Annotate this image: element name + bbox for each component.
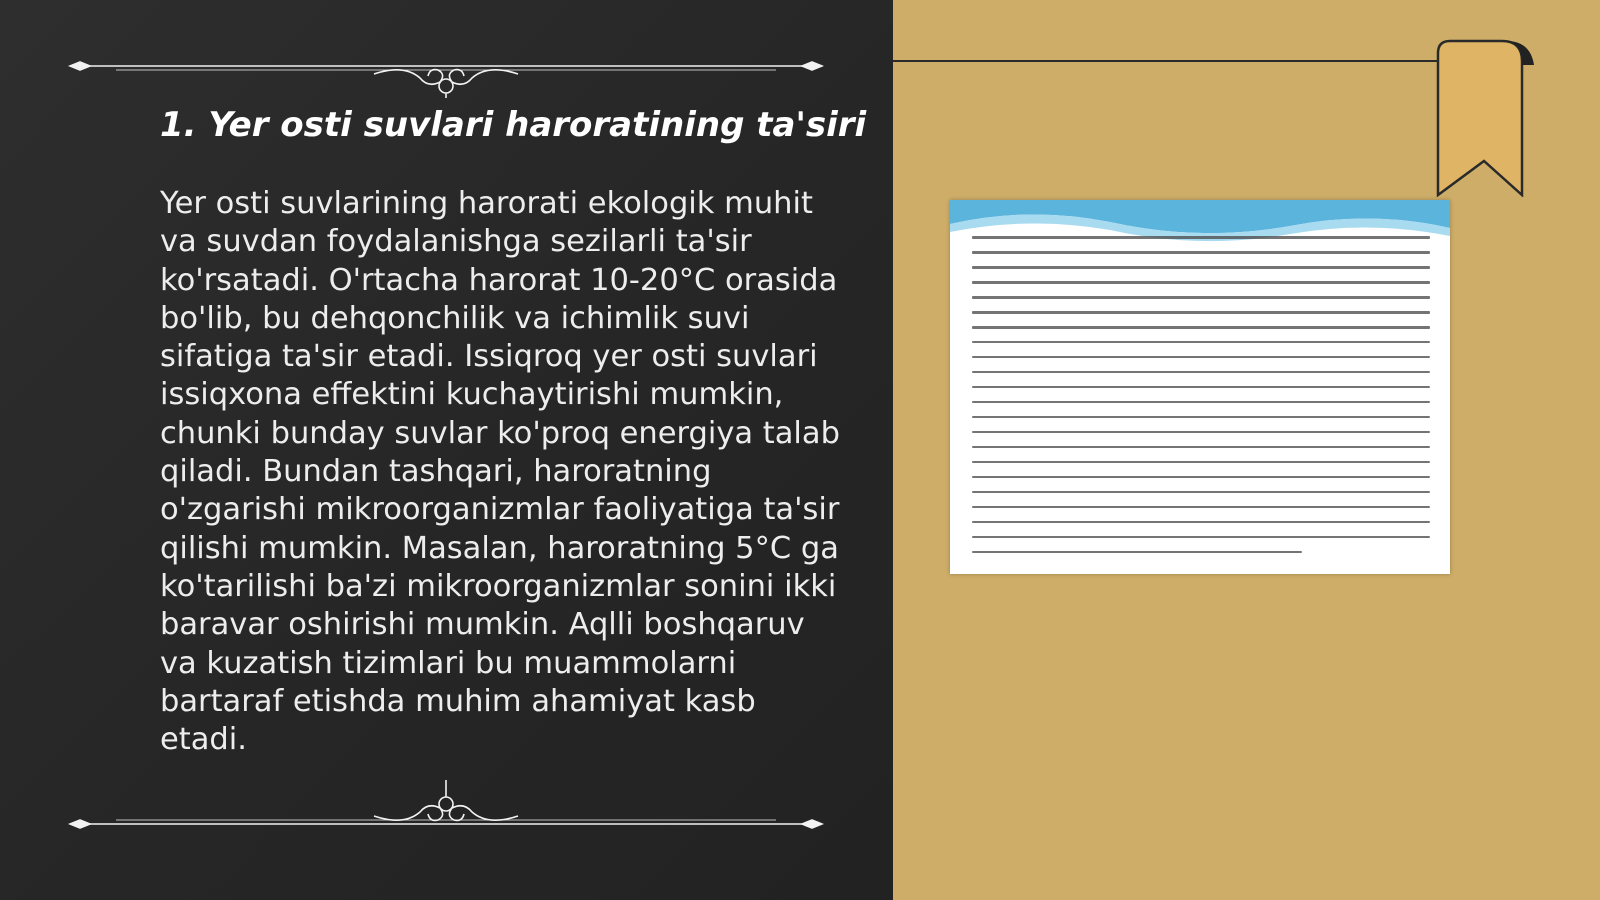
document-text-line bbox=[972, 476, 1430, 479]
document-text-line bbox=[972, 491, 1430, 494]
document-text-line bbox=[972, 236, 1430, 239]
document-text-line bbox=[972, 416, 1430, 419]
document-text-line bbox=[972, 446, 1430, 449]
decorative-line bbox=[893, 60, 1438, 62]
document-text-line bbox=[972, 386, 1430, 389]
document-text-line bbox=[972, 536, 1430, 539]
document-thumbnail bbox=[950, 200, 1450, 574]
slide-title: 1. Yer osti suvlari haroratining ta'siri bbox=[160, 105, 867, 145]
scroll-ornament-icon bbox=[68, 38, 824, 98]
document-text-lines bbox=[972, 236, 1430, 566]
document-text-line bbox=[972, 401, 1430, 404]
document-text-line bbox=[972, 251, 1430, 254]
document-text-line bbox=[972, 461, 1430, 464]
document-text-line bbox=[972, 431, 1430, 434]
document-text-line bbox=[972, 266, 1430, 269]
scroll-ornament-icon bbox=[68, 772, 824, 832]
bookmark-ribbon-icon bbox=[1436, 37, 1536, 197]
document-text-line bbox=[972, 326, 1430, 329]
document-text-line bbox=[972, 521, 1430, 524]
document-text-line bbox=[972, 281, 1430, 284]
document-text-line bbox=[972, 506, 1430, 509]
slide-body-text: Yer osti suvlarining harorati ekologik muhit va suvdan foydalanishga sezilarli ta'sir ko'rsatadi. O'rtacha harorat 10-20°C orasida bo'lib, bu dehqonchilik va ichimlik suvi sifatiga ta'sir etadi. Issiqroq yer osti suvlari issiqxona effektini kuchaytirishi mumkin, chunki bunday suvlar ko'proq energiya talab qiladi. Bundan tashqari, haroratning o'zgarishi mikroorganizmlar faoliyatiga ta'sir qilishi mumkin. Masalan, haroratning 5°C ga ko'tarilishi ba'zi mikroorganizmlar sonini ikki baravar oshirishi mumkin. Aqlli boshqaruv va kuzatish tizimlari bu muammolarni bartaraf etishda muhim ahamiyat kasb etadi. bbox=[160, 186, 840, 758]
document-text-line bbox=[972, 356, 1430, 359]
document-text-line bbox=[972, 341, 1430, 344]
document-text-line bbox=[972, 371, 1430, 374]
document-text-line bbox=[972, 311, 1430, 314]
document-text-line bbox=[972, 296, 1430, 299]
document-text-line bbox=[972, 551, 1302, 554]
